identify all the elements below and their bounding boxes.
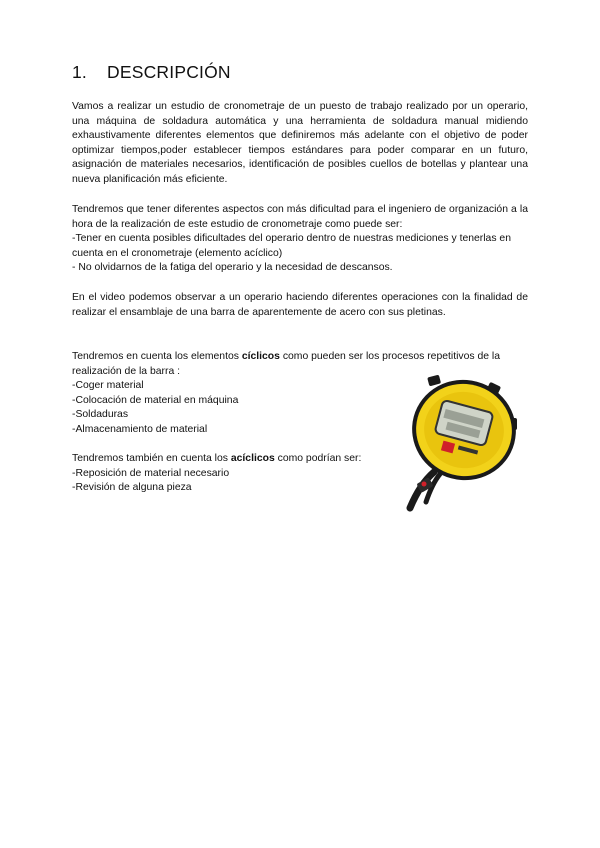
acyclic-intro-text: Tendremos también en cuenta los <box>72 453 231 464</box>
cyclic-intro-tail: como pueden ser los procesos repetitivos de la realización de la barra : <box>72 351 500 377</box>
section-number: 1. <box>72 62 87 82</box>
acyclic-keyword: acíclicos <box>230 453 275 464</box>
difficulties-paragraph <box>72 203 528 276</box>
acyclic-item: -Reposición de material necesario <box>72 467 230 479</box>
stopwatch-image <box>390 372 530 512</box>
difficulty-item: - No olvidarnos de la fatiga del operario y la necesidad de descansos. <box>72 262 393 274</box>
section-title: DESCRIPCIÓN <box>107 62 231 82</box>
acyclic-item: -Revisión de alguna pieza <box>72 482 192 494</box>
acyclic-intro <box>72 452 392 467</box>
video-paragraph: En el video podemos observar a un operario haciendo diferentes operaciones con la finalidad de realizar el ensamblaje de una barra de aparentemente de acero con sus pletinas. <box>72 292 528 318</box>
intro-paragraph: Vamos a realizar un estudio de cronometraje de un puesto de trabajo realizado por un operario, una máquina de soldadura automática y una herramienta de soldadura manual midiendo exhaustivamente diferentes elementos que definiremos más adelante con el objetivo de poder optimizar tiempos,poder establecer tiempos estándares para poder comparar en un futuro, asignación de materiales necesarios, identificación de posibles cuellos de botellas y plantear una nueva planificación más eficiente. <box>72 101 528 185</box>
cyclic-keyword: cíclicos <box>241 351 280 362</box>
acyclic-intro-tail: como podrían ser: <box>274 453 362 464</box>
acyclic-section <box>72 452 392 496</box>
section-heading <box>72 62 231 83</box>
cyclic-item: -Almacenamiento de material <box>72 423 208 435</box>
cyclic-item: -Coger material <box>72 380 144 392</box>
difficulties-intro: Tendremos que tener diferentes aspectos con más dificultad para el ingeniero de organización a la hora de la realización de este estudio de cronometraje como puede ser: <box>72 204 528 230</box>
cyclic-item: -Soldaduras <box>72 409 129 421</box>
cyclic-intro-text: Tendremos en cuenta los elementos <box>72 351 242 362</box>
cyclic-item: -Colocación de material en máquina <box>72 394 239 406</box>
stopwatch-icon <box>390 372 530 512</box>
difficulty-item: -Tener en cuenta posibles dificultades del operario dentro de nuestras mediciones y tenerlas en cuenta en el cronometraje (elemento acíclico) <box>72 233 511 259</box>
